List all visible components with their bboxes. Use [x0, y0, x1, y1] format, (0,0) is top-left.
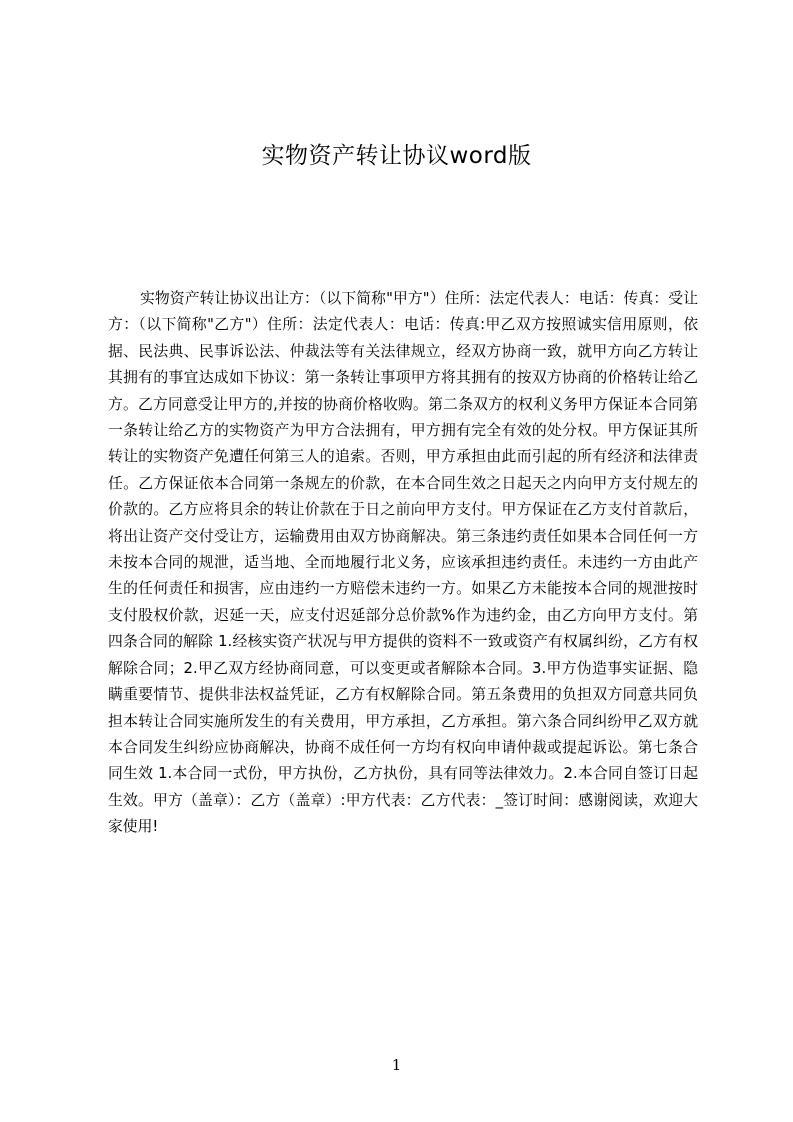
document-title: 实物资产转让协议word版: [261, 143, 532, 169]
page-number: 1: [391, 1056, 402, 1074]
document-body-paragraph: 实物资产转让协议出让方：（以下简称"甲方"）住所：法定代表人：电话：传真：受让方：（以下简称"乙方"）住所：法定代表人：电话：传真:甲乙双方按照诚实信用原则，依据、民法典、民事诉讼法、仲裁法等有关法律规立，经双方协商一致，就甲方向乙方转让其拥有的事宜达成如下协议：第一条转让事项甲方将其拥有的按双方协商的价格转让给乙方。乙方同意受让甲方的,并按的协商价格收购。第二条双方的权利义务甲方保证本合同第一条转让给乙方的实物资产为甲方合法拥有，甲方拥有完全有效的处分权。甲方保证其所转让的实物资产免遭任何第三人的追索。否则，甲方承担由此而引起的所有经济和法律责任。乙方保证依本合同第一条规左的价款，在本合同生效之日起天之内向甲方支付规左的价款的。乙方应将貝余的转让价款在于日之前向甲方支付。甲方保证在乙方支付首款后，将出让资产交付受让方，运输费用由双方协商解决。第三条违约责任如果本合同任何一方未按本合同的规泄，适当地、全而地履行北义务，应该承担违约责任。未违约一方由此产生的任何责任和损害，应由违约一方赔偿未违约一方。如果乙方未能按本合同的规泄按时支付股权价款，迟延一天，应支付迟延部分总价款%作为违约金，由乙方向甲方支付。第四条合同的解除 1.经核实资产状况与甲方提供的资料不一致或资产有权属纠纷，乙方有权解除合同；2.甲乙双方经协商同意，可以变更或者解除本合同。3.甲方伪造事实证据、隐瞒重要情节、提供非法权益凭证，乙方有权解除合同。第五条费用的负担双方同意共同负担本转让合同实施所发生的有关费用，甲方承担，乙方承担。第六条合同纠纷甲乙双方就本合同发生纠纷应协商解决，协商不成任何一方均有权向申请仲裁或提起诉讼。第七条合同生效 1.本合同一式份，甲方执份，乙方执份，具有同等法律效力。2.本合同自签订日起生效。甲方（盖章）：乙方（盖章）:甲方代表：乙方代表：_签订时间：感谢阅读，欢迎大家使用!: [108, 290, 698, 836]
